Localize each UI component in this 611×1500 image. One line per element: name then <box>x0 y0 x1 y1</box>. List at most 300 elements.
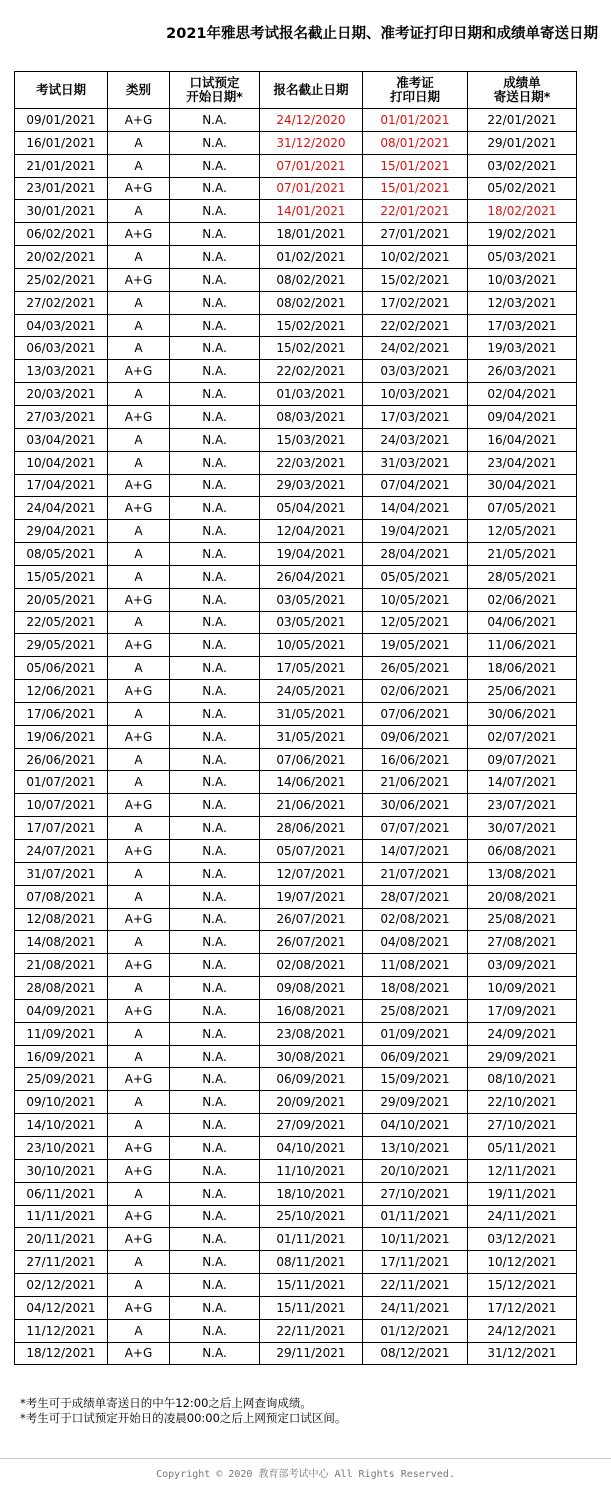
cell-speaking-start-date: N.A. <box>170 1022 260 1045</box>
table-row <box>15 200 577 223</box>
cell-category: A <box>108 1251 170 1274</box>
table-row <box>15 337 577 360</box>
cell-registration-deadline: 22/02/2021 <box>260 360 363 383</box>
cell-speaking-start-date: N.A. <box>170 908 260 931</box>
header-exam-date: 考试日期 <box>15 72 108 109</box>
cell-speaking-start-date: N.A. <box>170 383 260 406</box>
cell-category: A <box>108 200 170 223</box>
cell-admission-ticket-date: 08/01/2021 <box>363 131 468 154</box>
cell-exam-date: 12/06/2021 <box>15 680 108 703</box>
table-header-row <box>15 72 577 109</box>
cell-admission-ticket-date: 13/10/2021 <box>363 1136 468 1159</box>
cell-category: A+G <box>108 999 170 1022</box>
cell-report-dispatch-date: 24/09/2021 <box>468 1022 577 1045</box>
cell-category: A <box>108 885 170 908</box>
cell-category: A+G <box>108 1136 170 1159</box>
cell-speaking-start-date: N.A. <box>170 428 260 451</box>
cell-registration-deadline: 22/11/2021 <box>260 1319 363 1342</box>
cell-registration-deadline: 29/11/2021 <box>260 1342 363 1365</box>
cell-speaking-start-date: N.A. <box>170 497 260 520</box>
cell-registration-deadline: 05/07/2021 <box>260 840 363 863</box>
cell-admission-ticket-date: 03/03/2021 <box>363 360 468 383</box>
cell-registration-deadline: 31/12/2020 <box>260 131 363 154</box>
cell-category: A <box>108 337 170 360</box>
table-body <box>15 109 577 1365</box>
table-row <box>15 1342 577 1365</box>
cell-exam-date: 14/10/2021 <box>15 1114 108 1137</box>
cell-speaking-start-date: N.A. <box>170 109 260 132</box>
cell-report-dispatch-date: 11/06/2021 <box>468 634 577 657</box>
cell-exam-date: 10/04/2021 <box>15 451 108 474</box>
cell-category: A <box>108 314 170 337</box>
cell-registration-deadline: 07/06/2021 <box>260 748 363 771</box>
cell-speaking-start-date: N.A. <box>170 154 260 177</box>
cell-registration-deadline: 12/07/2021 <box>260 862 363 885</box>
cell-report-dispatch-date: 27/10/2021 <box>468 1114 577 1137</box>
table-row <box>15 999 577 1022</box>
cell-admission-ticket-date: 21/07/2021 <box>363 862 468 885</box>
table-row <box>15 154 577 177</box>
cell-exam-date: 12/08/2021 <box>15 908 108 931</box>
cell-report-dispatch-date: 02/04/2021 <box>468 383 577 406</box>
cell-admission-ticket-date: 18/08/2021 <box>363 977 468 1000</box>
cell-category: A <box>108 657 170 680</box>
cell-report-dispatch-date: 30/04/2021 <box>468 474 577 497</box>
cell-admission-ticket-date: 15/02/2021 <box>363 268 468 291</box>
cell-report-dispatch-date: 29/01/2021 <box>468 131 577 154</box>
cell-admission-ticket-date: 04/10/2021 <box>363 1114 468 1137</box>
table-row <box>15 611 577 634</box>
cell-category: A+G <box>108 725 170 748</box>
table-row <box>15 1319 577 1342</box>
cell-speaking-start-date: N.A. <box>170 1045 260 1068</box>
cell-speaking-start-date: N.A. <box>170 543 260 566</box>
cell-speaking-start-date: N.A. <box>170 999 260 1022</box>
cell-exam-date: 27/03/2021 <box>15 405 108 428</box>
copyright-text: Copyright © 2020 教育部考试中心 All Rights Reserved. <box>156 1469 455 1480</box>
table-row <box>15 1228 577 1251</box>
cell-speaking-start-date: N.A. <box>170 1205 260 1228</box>
cell-category: A <box>108 702 170 725</box>
cell-exam-date: 20/02/2021 <box>15 246 108 269</box>
cell-speaking-start-date: N.A. <box>170 1068 260 1091</box>
cell-speaking-start-date: N.A. <box>170 702 260 725</box>
cell-exam-date: 25/02/2021 <box>15 268 108 291</box>
cell-speaking-start-date: N.A. <box>170 1274 260 1297</box>
table-row <box>15 657 577 680</box>
cell-exam-date: 11/09/2021 <box>15 1022 108 1045</box>
cell-exam-date: 07/08/2021 <box>15 885 108 908</box>
cell-category: A+G <box>108 794 170 817</box>
header-category: 类别 <box>108 72 170 109</box>
cell-category: A+G <box>108 634 170 657</box>
cell-admission-ticket-date: 19/04/2021 <box>363 520 468 543</box>
cell-report-dispatch-date: 24/11/2021 <box>468 1205 577 1228</box>
table-row <box>15 588 577 611</box>
cell-registration-deadline: 14/06/2021 <box>260 771 363 794</box>
table-row <box>15 451 577 474</box>
cell-speaking-start-date: N.A. <box>170 246 260 269</box>
cell-category: A+G <box>108 588 170 611</box>
cell-report-dispatch-date: 18/02/2021 <box>468 200 577 223</box>
cell-admission-ticket-date: 27/01/2021 <box>363 223 468 246</box>
cell-speaking-start-date: N.A. <box>170 611 260 634</box>
cell-registration-deadline: 05/04/2021 <box>260 497 363 520</box>
cell-registration-deadline: 08/03/2021 <box>260 405 363 428</box>
cell-report-dispatch-date: 07/05/2021 <box>468 497 577 520</box>
header-report-dispatch-date: 成绩单 寄送日期* <box>468 72 577 109</box>
cell-exam-date: 20/03/2021 <box>15 383 108 406</box>
cell-report-dispatch-date: 17/09/2021 <box>468 999 577 1022</box>
cell-speaking-start-date: N.A. <box>170 862 260 885</box>
cell-admission-ticket-date: 15/01/2021 <box>363 154 468 177</box>
cell-speaking-start-date: N.A. <box>170 1296 260 1319</box>
cell-admission-ticket-date: 10/11/2021 <box>363 1228 468 1251</box>
cell-registration-deadline: 30/08/2021 <box>260 1045 363 1068</box>
cell-admission-ticket-date: 01/12/2021 <box>363 1319 468 1342</box>
cell-speaking-start-date: N.A. <box>170 840 260 863</box>
cell-speaking-start-date: N.A. <box>170 954 260 977</box>
table-row <box>15 223 577 246</box>
cell-admission-ticket-date: 31/03/2021 <box>363 451 468 474</box>
cell-category: A <box>108 977 170 1000</box>
cell-registration-deadline: 28/06/2021 <box>260 817 363 840</box>
cell-exam-date: 29/04/2021 <box>15 520 108 543</box>
table-row <box>15 497 577 520</box>
cell-registration-deadline: 18/10/2021 <box>260 1182 363 1205</box>
cell-category: A+G <box>108 1159 170 1182</box>
cell-report-dispatch-date: 19/11/2021 <box>468 1182 577 1205</box>
cell-speaking-start-date: N.A. <box>170 977 260 1000</box>
cell-registration-deadline: 08/02/2021 <box>260 291 363 314</box>
cell-registration-deadline: 29/03/2021 <box>260 474 363 497</box>
table-row <box>15 725 577 748</box>
cell-registration-deadline: 31/05/2021 <box>260 725 363 748</box>
cell-report-dispatch-date: 19/02/2021 <box>468 223 577 246</box>
cell-category: A+G <box>108 1205 170 1228</box>
table-row <box>15 748 577 771</box>
cell-category: A+G <box>108 177 170 200</box>
cell-exam-date: 18/12/2021 <box>15 1342 108 1365</box>
footnote-speaking-booking: *考生可于口试预定开始日的凌晨00:00之后上网预定口试区间。 <box>20 1411 347 1425</box>
cell-speaking-start-date: N.A. <box>170 337 260 360</box>
table-row <box>15 908 577 931</box>
cell-exam-date: 20/11/2021 <box>15 1228 108 1251</box>
cell-admission-ticket-date: 14/04/2021 <box>363 497 468 520</box>
table-row <box>15 680 577 703</box>
cell-admission-ticket-date: 22/02/2021 <box>363 314 468 337</box>
cell-admission-ticket-date: 10/05/2021 <box>363 588 468 611</box>
cell-registration-deadline: 27/09/2021 <box>260 1114 363 1137</box>
cell-exam-date: 05/06/2021 <box>15 657 108 680</box>
cell-admission-ticket-date: 28/07/2021 <box>363 885 468 908</box>
cell-speaking-start-date: N.A. <box>170 1319 260 1342</box>
header-admission-ticket-print-date: 准考证 打印日期 <box>363 72 468 109</box>
cell-admission-ticket-date: 10/02/2021 <box>363 246 468 269</box>
cell-exam-date: 10/07/2021 <box>15 794 108 817</box>
cell-category: A <box>108 748 170 771</box>
cell-registration-deadline: 16/08/2021 <box>260 999 363 1022</box>
cell-admission-ticket-date: 28/04/2021 <box>363 543 468 566</box>
cell-admission-ticket-date: 01/01/2021 <box>363 109 468 132</box>
page-title: 2021年雅思考试报名截止日期、准考证打印日期和成绩单寄送日期 <box>166 26 598 42</box>
cell-admission-ticket-date: 30/06/2021 <box>363 794 468 817</box>
cell-speaking-start-date: N.A. <box>170 931 260 954</box>
cell-speaking-start-date: N.A. <box>170 794 260 817</box>
cell-category: A <box>108 1022 170 1045</box>
cell-category: A <box>108 543 170 566</box>
cell-report-dispatch-date: 30/06/2021 <box>468 702 577 725</box>
table-row <box>15 794 577 817</box>
cell-exam-date: 04/12/2021 <box>15 1296 108 1319</box>
cell-report-dispatch-date: 23/07/2021 <box>468 794 577 817</box>
cell-exam-date: 09/10/2021 <box>15 1091 108 1114</box>
cell-registration-deadline: 17/05/2021 <box>260 657 363 680</box>
cell-category: A+G <box>108 223 170 246</box>
cell-admission-ticket-date: 07/07/2021 <box>363 817 468 840</box>
cell-registration-deadline: 08/02/2021 <box>260 268 363 291</box>
cell-report-dispatch-date: 26/03/2021 <box>468 360 577 383</box>
cell-report-dispatch-date: 25/08/2021 <box>468 908 577 931</box>
cell-report-dispatch-date: 06/08/2021 <box>468 840 577 863</box>
cell-registration-deadline: 03/05/2021 <box>260 588 363 611</box>
cell-exam-date: 11/12/2021 <box>15 1319 108 1342</box>
cell-registration-deadline: 26/07/2021 <box>260 908 363 931</box>
cell-report-dispatch-date: 15/12/2021 <box>468 1274 577 1297</box>
cell-speaking-start-date: N.A. <box>170 200 260 223</box>
cell-registration-deadline: 12/04/2021 <box>260 520 363 543</box>
cell-exam-date: 26/06/2021 <box>15 748 108 771</box>
cell-registration-deadline: 15/11/2021 <box>260 1296 363 1319</box>
cell-category: A <box>108 383 170 406</box>
cell-exam-date: 20/05/2021 <box>15 588 108 611</box>
cell-registration-deadline: 01/11/2021 <box>260 1228 363 1251</box>
cell-category: A <box>108 1182 170 1205</box>
cell-category: A+G <box>108 268 170 291</box>
cell-exam-date: 23/01/2021 <box>15 177 108 200</box>
cell-admission-ticket-date: 06/09/2021 <box>363 1045 468 1068</box>
cell-admission-ticket-date: 17/11/2021 <box>363 1251 468 1274</box>
cell-admission-ticket-date: 29/09/2021 <box>363 1091 468 1114</box>
table-row <box>15 291 577 314</box>
cell-admission-ticket-date: 26/05/2021 <box>363 657 468 680</box>
cell-admission-ticket-date: 24/03/2021 <box>363 428 468 451</box>
cell-report-dispatch-date: 14/07/2021 <box>468 771 577 794</box>
cell-exam-date: 13/03/2021 <box>15 360 108 383</box>
cell-exam-date: 30/01/2021 <box>15 200 108 223</box>
table-row <box>15 109 577 132</box>
cell-exam-date: 15/05/2021 <box>15 565 108 588</box>
cell-admission-ticket-date: 24/11/2021 <box>363 1296 468 1319</box>
cell-report-dispatch-date: 09/04/2021 <box>468 405 577 428</box>
cell-exam-date: 06/02/2021 <box>15 223 108 246</box>
cell-category: A <box>108 565 170 588</box>
cell-speaking-start-date: N.A. <box>170 1182 260 1205</box>
cell-speaking-start-date: N.A. <box>170 1114 260 1137</box>
cell-speaking-start-date: N.A. <box>170 177 260 200</box>
header-speaking-start-date: 口试预定 开始日期* <box>170 72 260 109</box>
cell-registration-deadline: 26/04/2021 <box>260 565 363 588</box>
cell-exam-date: 17/04/2021 <box>15 474 108 497</box>
cell-speaking-start-date: N.A. <box>170 1136 260 1159</box>
table-row <box>15 1159 577 1182</box>
cell-category: A <box>108 1114 170 1137</box>
cell-admission-ticket-date: 12/05/2021 <box>363 611 468 634</box>
cell-exam-date: 29/05/2021 <box>15 634 108 657</box>
cell-report-dispatch-date: 12/03/2021 <box>468 291 577 314</box>
cell-category: A <box>108 131 170 154</box>
cell-category: A+G <box>108 1342 170 1365</box>
cell-exam-date: 09/01/2021 <box>15 109 108 132</box>
cell-report-dispatch-date: 05/02/2021 <box>468 177 577 200</box>
cell-category: A <box>108 291 170 314</box>
cell-report-dispatch-date: 30/07/2021 <box>468 817 577 840</box>
cell-exam-date: 04/09/2021 <box>15 999 108 1022</box>
cell-registration-deadline: 22/03/2021 <box>260 451 363 474</box>
cell-report-dispatch-date: 23/04/2021 <box>468 451 577 474</box>
table-row <box>15 702 577 725</box>
cell-category: A+G <box>108 497 170 520</box>
cell-exam-date: 24/04/2021 <box>15 497 108 520</box>
cell-admission-ticket-date: 24/02/2021 <box>363 337 468 360</box>
cell-report-dispatch-date: 20/08/2021 <box>468 885 577 908</box>
cell-exam-date: 24/07/2021 <box>15 840 108 863</box>
table-row <box>15 885 577 908</box>
cell-admission-ticket-date: 17/03/2021 <box>363 405 468 428</box>
cell-admission-ticket-date: 11/08/2021 <box>363 954 468 977</box>
cell-registration-deadline: 21/06/2021 <box>260 794 363 817</box>
cell-admission-ticket-date: 22/01/2021 <box>363 200 468 223</box>
cell-speaking-start-date: N.A. <box>170 223 260 246</box>
cell-admission-ticket-date: 20/10/2021 <box>363 1159 468 1182</box>
cell-category: A <box>108 931 170 954</box>
table-row <box>15 977 577 1000</box>
cell-admission-ticket-date: 01/09/2021 <box>363 1022 468 1045</box>
cell-admission-ticket-date: 05/05/2021 <box>363 565 468 588</box>
cell-category: A <box>108 520 170 543</box>
cell-admission-ticket-date: 09/06/2021 <box>363 725 468 748</box>
table-row <box>15 360 577 383</box>
cell-registration-deadline: 19/04/2021 <box>260 543 363 566</box>
table-row <box>15 931 577 954</box>
cell-registration-deadline: 15/11/2021 <box>260 1274 363 1297</box>
cell-speaking-start-date: N.A. <box>170 1342 260 1365</box>
table-row <box>15 268 577 291</box>
cell-report-dispatch-date: 22/01/2021 <box>468 109 577 132</box>
cell-registration-deadline: 20/09/2021 <box>260 1091 363 1114</box>
cell-category: A+G <box>108 474 170 497</box>
cell-category: A <box>108 1091 170 1114</box>
cell-report-dispatch-date: 21/05/2021 <box>468 543 577 566</box>
cell-exam-date: 28/08/2021 <box>15 977 108 1000</box>
cell-admission-ticket-date: 10/03/2021 <box>363 383 468 406</box>
cell-speaking-start-date: N.A. <box>170 680 260 703</box>
cell-category: A <box>108 154 170 177</box>
cell-report-dispatch-date: 17/12/2021 <box>468 1296 577 1319</box>
cell-report-dispatch-date: 16/04/2021 <box>468 428 577 451</box>
cell-report-dispatch-date: 02/07/2021 <box>468 725 577 748</box>
table-row <box>15 817 577 840</box>
table-row <box>15 1136 577 1159</box>
cell-exam-date: 16/01/2021 <box>15 131 108 154</box>
cell-admission-ticket-date: 01/11/2021 <box>363 1205 468 1228</box>
cell-exam-date: 22/05/2021 <box>15 611 108 634</box>
schedule-table <box>14 71 577 1365</box>
cell-category: A <box>108 428 170 451</box>
cell-exam-date: 02/12/2021 <box>15 1274 108 1297</box>
cell-exam-date: 27/11/2021 <box>15 1251 108 1274</box>
cell-exam-date: 31/07/2021 <box>15 862 108 885</box>
cell-report-dispatch-date: 12/05/2021 <box>468 520 577 543</box>
cell-category: A+G <box>108 1228 170 1251</box>
cell-admission-ticket-date: 08/12/2021 <box>363 1342 468 1365</box>
cell-registration-deadline: 10/05/2021 <box>260 634 363 657</box>
cell-registration-deadline: 23/08/2021 <box>260 1022 363 1045</box>
table-row <box>15 543 577 566</box>
cell-exam-date: 06/11/2021 <box>15 1182 108 1205</box>
cell-speaking-start-date: N.A. <box>170 885 260 908</box>
cell-speaking-start-date: N.A. <box>170 520 260 543</box>
cell-category: A <box>108 611 170 634</box>
table-row <box>15 1205 577 1228</box>
cell-report-dispatch-date: 09/07/2021 <box>468 748 577 771</box>
cell-exam-date: 19/06/2021 <box>15 725 108 748</box>
cell-speaking-start-date: N.A. <box>170 588 260 611</box>
cell-speaking-start-date: N.A. <box>170 131 260 154</box>
cell-category: A <box>108 771 170 794</box>
table-row <box>15 565 577 588</box>
cell-report-dispatch-date: 22/10/2021 <box>468 1091 577 1114</box>
cell-category: A+G <box>108 954 170 977</box>
cell-exam-date: 16/09/2021 <box>15 1045 108 1068</box>
cell-speaking-start-date: N.A. <box>170 657 260 680</box>
cell-report-dispatch-date: 17/03/2021 <box>468 314 577 337</box>
cell-category: A+G <box>108 405 170 428</box>
footer-divider <box>0 1458 611 1459</box>
cell-exam-date: 14/08/2021 <box>15 931 108 954</box>
cell-admission-ticket-date: 04/08/2021 <box>363 931 468 954</box>
cell-speaking-start-date: N.A. <box>170 291 260 314</box>
cell-admission-ticket-date: 15/01/2021 <box>363 177 468 200</box>
cell-registration-deadline: 06/09/2021 <box>260 1068 363 1091</box>
cell-report-dispatch-date: 10/09/2021 <box>468 977 577 1000</box>
cell-report-dispatch-date: 25/06/2021 <box>468 680 577 703</box>
cell-speaking-start-date: N.A. <box>170 314 260 337</box>
cell-speaking-start-date: N.A. <box>170 268 260 291</box>
cell-category: A+G <box>108 908 170 931</box>
cell-category: A+G <box>108 1068 170 1091</box>
table-row <box>15 1251 577 1274</box>
cell-category: A+G <box>108 840 170 863</box>
table-row <box>15 634 577 657</box>
cell-admission-ticket-date: 02/06/2021 <box>363 680 468 703</box>
cell-speaking-start-date: N.A. <box>170 360 260 383</box>
cell-registration-deadline: 07/01/2021 <box>260 177 363 200</box>
cell-speaking-start-date: N.A. <box>170 474 260 497</box>
header-registration-deadline: 报名截止日期 <box>260 72 363 109</box>
table-row <box>15 771 577 794</box>
cell-exam-date: 11/11/2021 <box>15 1205 108 1228</box>
cell-report-dispatch-date: 10/12/2021 <box>468 1251 577 1274</box>
cell-admission-ticket-date: 02/08/2021 <box>363 908 468 931</box>
cell-registration-deadline: 08/11/2021 <box>260 1251 363 1274</box>
cell-admission-ticket-date: 14/07/2021 <box>363 840 468 863</box>
cell-report-dispatch-date: 13/08/2021 <box>468 862 577 885</box>
table-row <box>15 520 577 543</box>
cell-report-dispatch-date: 03/02/2021 <box>468 154 577 177</box>
table-row <box>15 1022 577 1045</box>
cell-category: A <box>108 862 170 885</box>
